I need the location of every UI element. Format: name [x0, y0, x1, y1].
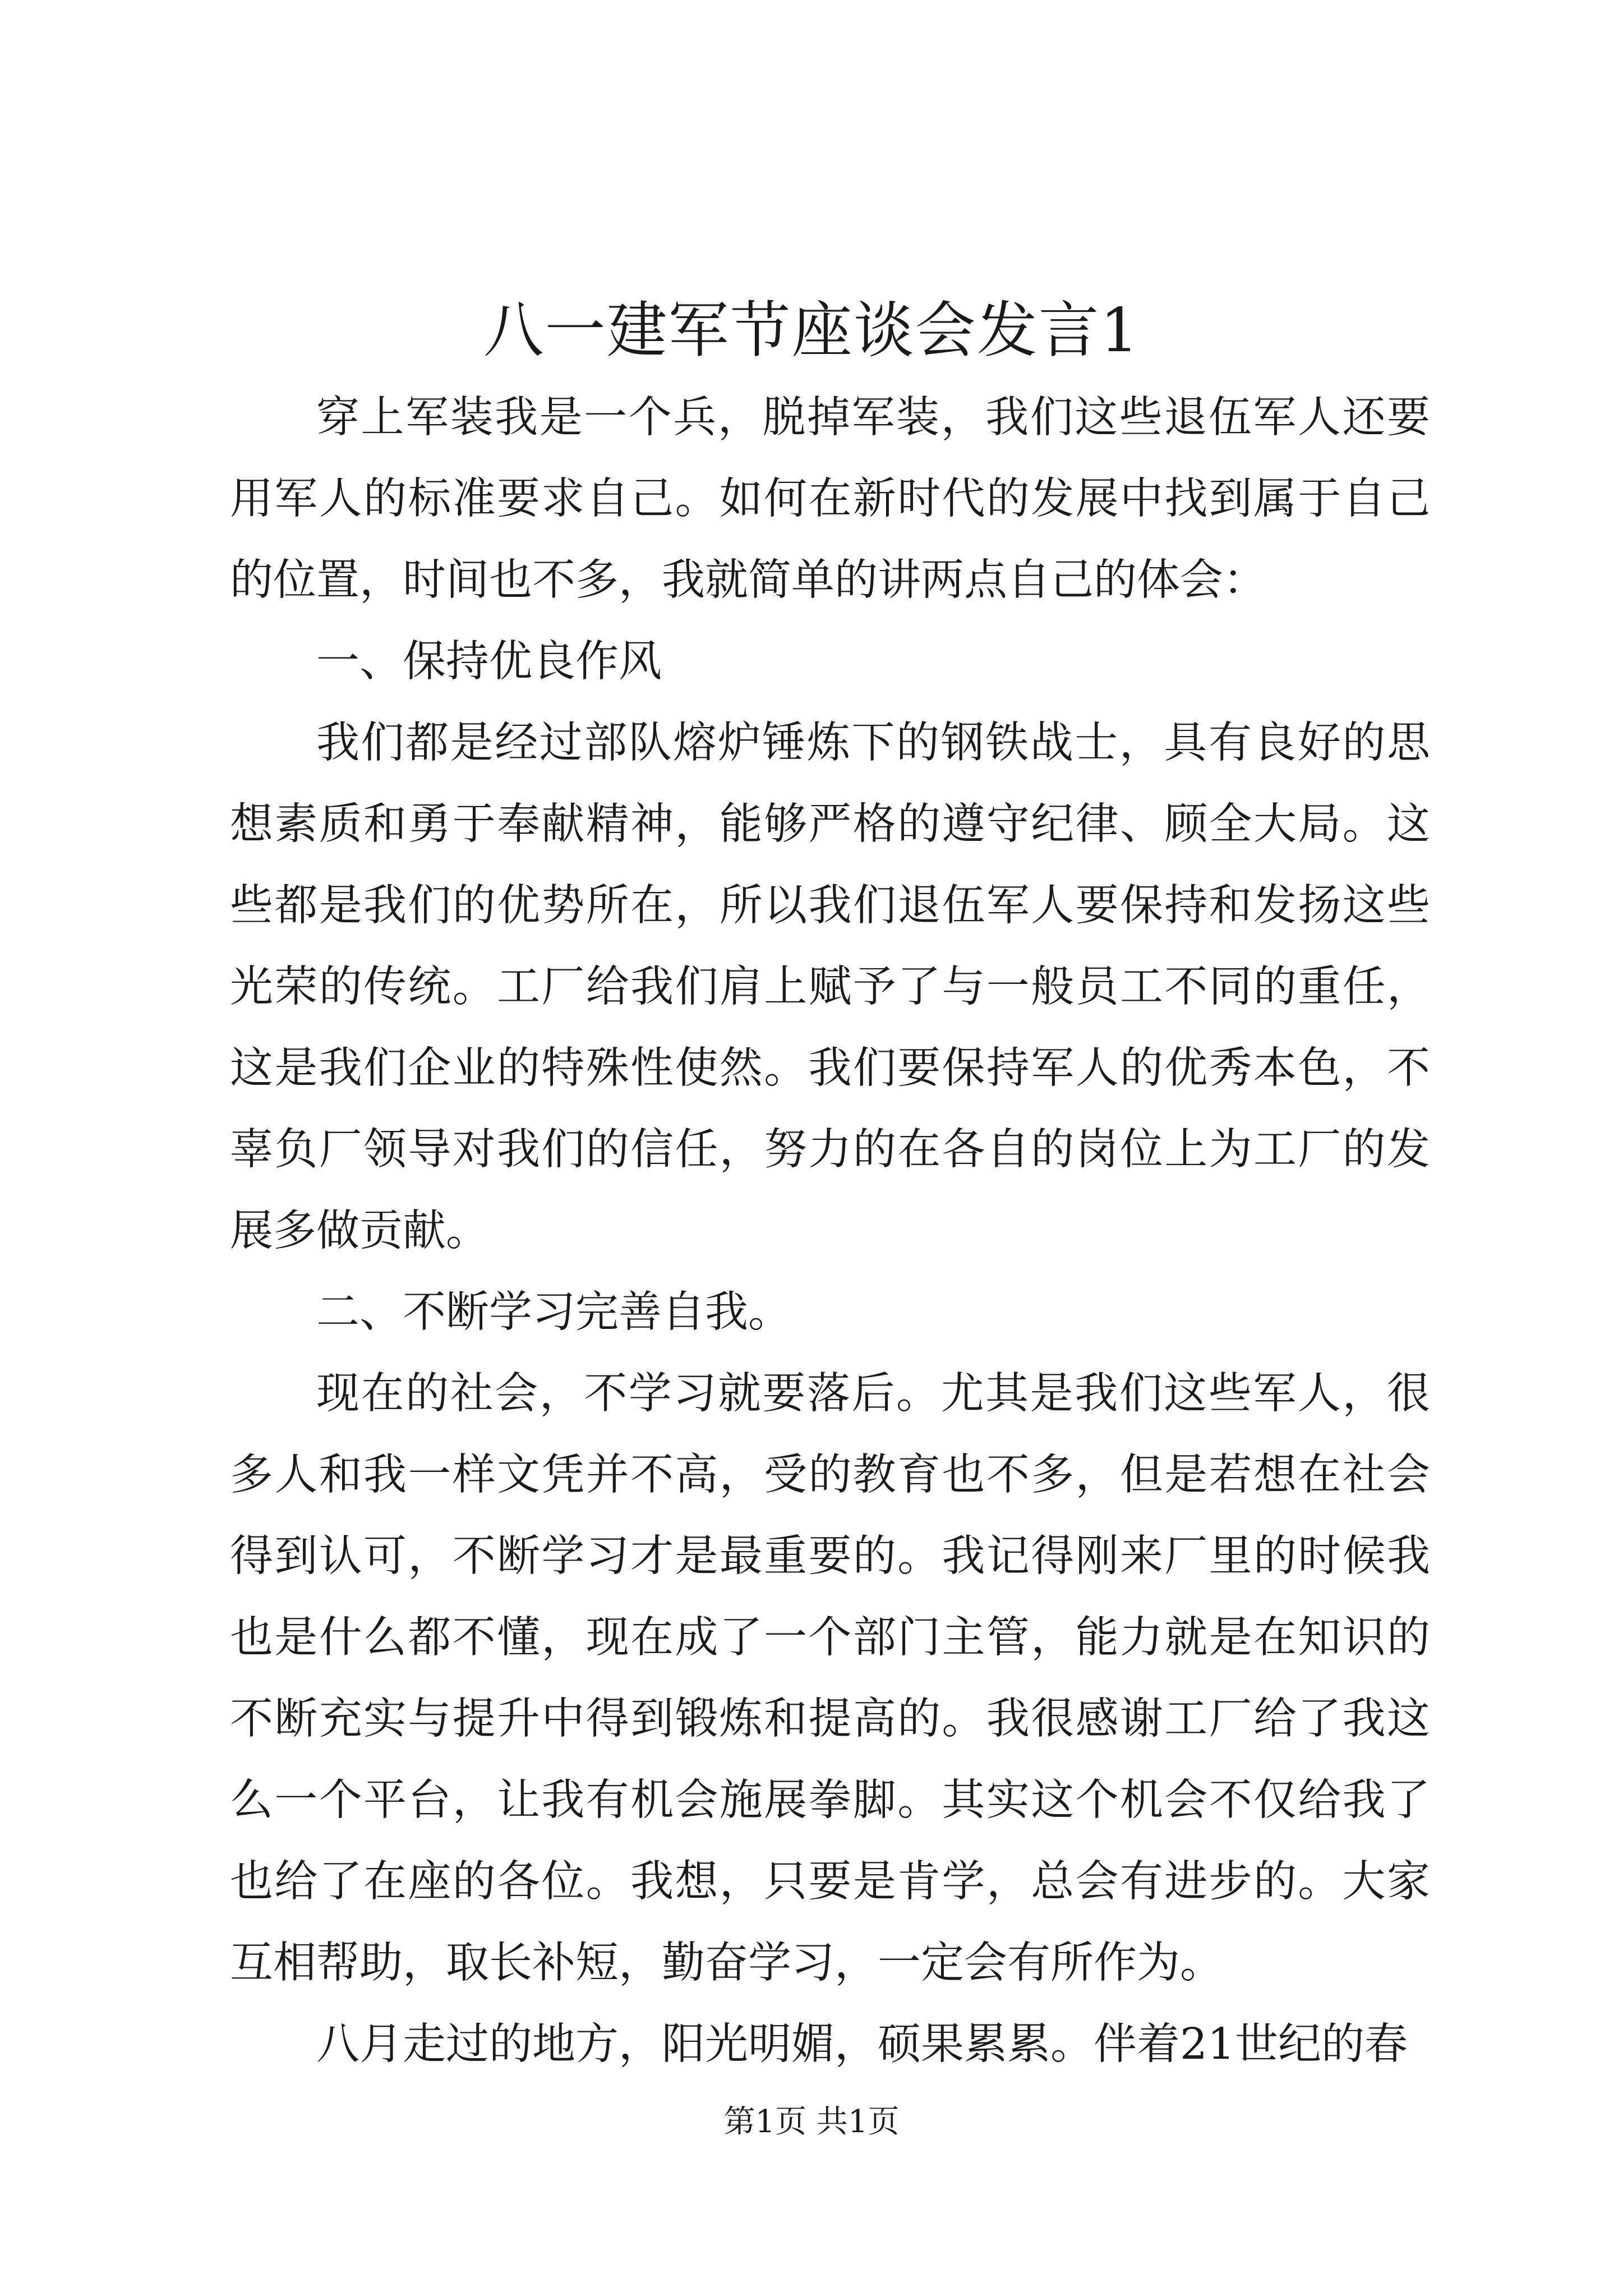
paragraph-closing: 八月走过的地方，阳光明媚，硕果累累。伴着21世纪的春	[316, 2019, 1408, 2069]
page-footer: 第1页 共1页	[723, 2104, 900, 2140]
paragraph-section-2: 现在的社会，不学习就要落后。尤其是我们这些军人，很多人和我一样文凭并不高，受的教育也不多，但是若想在社会得到认可，不断学习才是最重要的。我记得刚来厂里的时候我也是什么都不懂，现在成了一个部门主管，能力就是在知识的不断充实与提升中得到锻炼和提高的。我很感谢工厂给了我这么一个平台，让我有机会施展拳脚。其实这个机会不仅给我了也给了在座的各位。我想，只要是肯学，总会有进步的。大家互相帮助，取长补短，勤奋学习，一定会有所作为。	[230, 1369, 1430, 1988]
document-body	[230, 377, 1430, 2085]
section-heading-2: 二、不断学习完善自我。	[316, 1287, 791, 1337]
paragraph-intro: 穿上军装我是一个兵，脱掉军装，我们这些退伍军人还要用军人的标准要求自己。如何在新时代的发展中找到属于自己的位置，时间也不多，我就简单的讲两点自己的体会：	[230, 393, 1430, 605]
section-heading-1: 一、保持优良作风	[316, 637, 662, 687]
document-title: 八一建军节座谈会发言1	[483, 296, 1140, 366]
paragraph-section-1: 我们都是经过部队熔炉锤炼下的钢铁战士，具有良好的思想素质和勇于奉献精神，能够严格的遵守纪律、顾全大局。这些都是我们的优势所在，所以我们退伍军人要保持和发扬这些光荣的传统。工厂给我们肩上赋予了与一般员工不同的重任，这是我们企业的特殊性使然。我们要保持军人的优秀本色，不辜负厂领导对我们的信任，努力的在各自的岗位上为工厂的发展多做贡献。	[230, 718, 1430, 1256]
